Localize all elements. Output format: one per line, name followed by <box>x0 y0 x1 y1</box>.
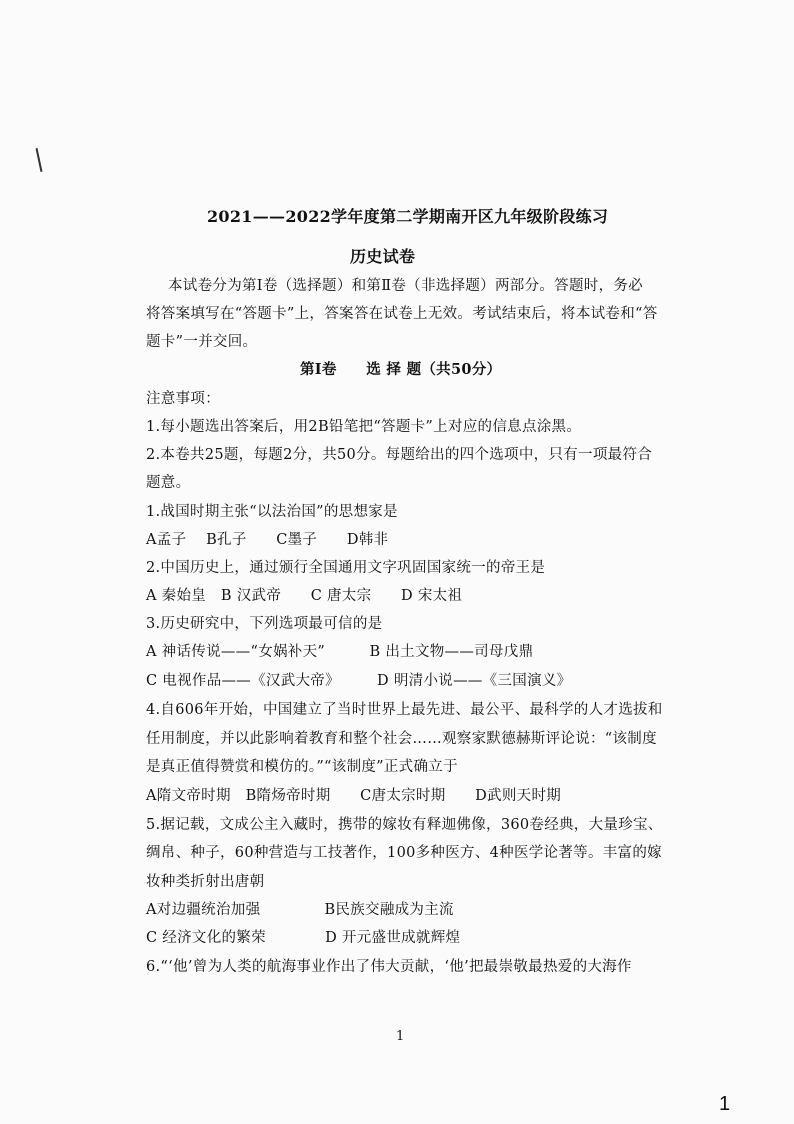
q4-options: A隋文帝时期 B隋炀帝时期 C唐太宗时期 D武则天时期 <box>146 788 562 804</box>
intro-line-3: 题卡”一并交回。 <box>146 334 258 350</box>
exam-title: 2021——2022学年度第二学期南开区九年级阶段练习 <box>207 207 609 226</box>
exam-subtitle: 历史试卷 <box>350 247 416 266</box>
notes-title: 注意事项： <box>146 391 220 407</box>
q5-options-ab: A对边疆统治加强 B民族交融成为主流 <box>146 902 454 918</box>
page-number: 1 <box>396 1029 405 1044</box>
q6-stem-1: 6.“‘他’曾为人类的航海事业作出了伟大贡献，‘他’把最崇敬最热爱的大海作 <box>146 959 632 975</box>
q1-options: A孟子 B孔子 C墨子 D韩非 <box>146 532 389 548</box>
intro-line-2: 将答案填写在“答题卡”上，答案答在试卷上无效。考试结束后，将本试卷和“答 <box>146 306 658 322</box>
q5-stem-3: 妆种类折射出唐朝 <box>146 874 265 890</box>
q1-stem: 1.战国时期主张“以法治国”的思想家是 <box>146 504 398 520</box>
section-heading: 第Ⅰ卷 选 择 题（共50分） <box>300 361 502 378</box>
q4-stem-2: 任用制度，并以此影响着教育和整个社会……观察家默德赫斯评论说：“该制度 <box>146 731 657 747</box>
note-2-cont: 题意。 <box>146 475 191 491</box>
corner-page-number: 1 <box>719 1093 731 1115</box>
q3-options-cd: C 电视作品——《汉武大帝》 D 明清小说——《三国演义》 <box>146 673 572 689</box>
q3-options-ab: A 神话传说——“女娲补天” B 出土文物——司母戊鼎 <box>146 644 534 660</box>
q2-stem: 2.中国历史上，通过颁行全国通用文字巩固国家统一的帝王是 <box>146 560 546 576</box>
note-2: 2.本卷共25题，每题2分，共50分。每题给出的四个选项中，只有一项最符合 <box>146 447 653 463</box>
q4-stem-3: 是真正值得赞赏和模仿的。”“该制度”正式确立于 <box>146 759 458 775</box>
intro-line-1: 本试卷分为第Ⅰ卷（选择题）和第Ⅱ卷（非选择题）两部分。答题时，务必 <box>168 278 643 294</box>
q5-stem-1: 5.据记载，文成公主入藏时，携带的嫁妆有释迦佛像，360卷经典，大量珍宝、 <box>146 817 663 833</box>
q5-stem-2: 绸帛、种子，60种营造与工技著作，100多种医方、4种医学论著等。丰富的嫁 <box>146 845 662 861</box>
note-1: 1.每小题选出答案后，用2B铅笔把“答题卡”上对应的信息点涂黑。 <box>146 419 582 435</box>
q5-options-cd: C 经济文化的繁荣 D 开元盛世成就辉煌 <box>146 930 461 946</box>
q3-stem: 3.历史研究中，下列选项最可信的是 <box>146 616 383 632</box>
scan-artifact-mark <box>36 148 43 172</box>
q4-stem-1: 4.自606年开始，中国建立了当时世界上最先进、最公平、最科学的人才选拔和 <box>146 702 663 718</box>
q2-options: A 秦始皇 B 汉武帝 C 唐太宗 D 宋太祖 <box>146 588 463 604</box>
